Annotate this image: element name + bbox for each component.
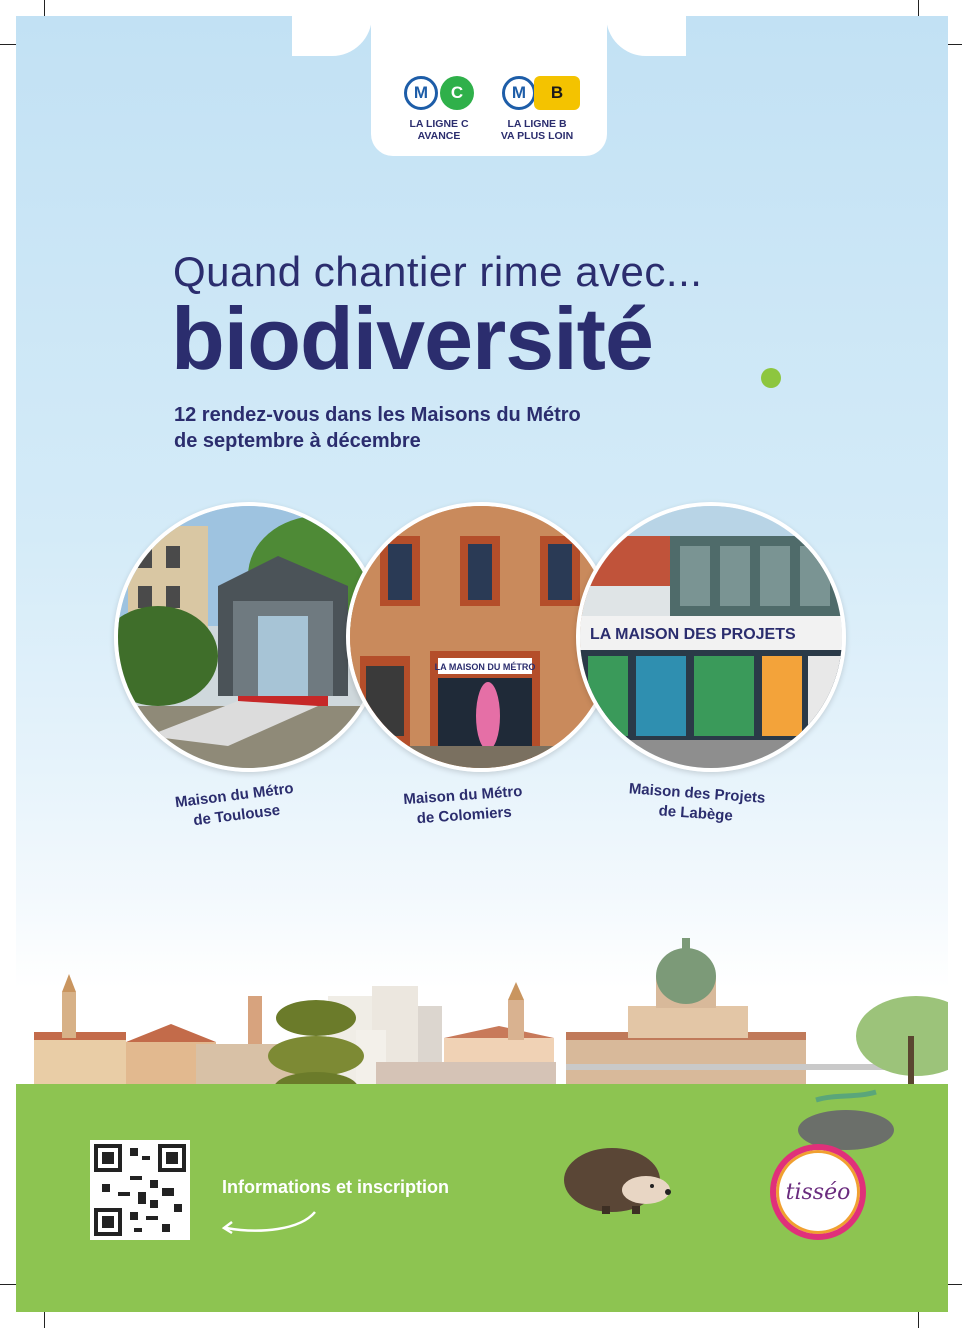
qr-code[interactable] — [90, 1140, 190, 1240]
caption-labege: Maison des Projets de Labège — [628, 780, 766, 825]
caption-colomiers: Maison du Métro de Colomiers — [402, 782, 523, 828]
building-illustration — [118, 506, 380, 768]
line-b-caption: LA LIGNE B VA PLUS LOIN — [500, 118, 574, 142]
headline-dot — [761, 368, 781, 388]
headline-line2: biodiversité — [171, 289, 653, 388]
lizard-rock-icon — [796, 1080, 896, 1150]
info-text[interactable]: Informations et inscription — [222, 1177, 450, 1197]
line-b-logo — [492, 76, 582, 142]
metro-m-icon: M — [404, 76, 438, 110]
poster — [16, 16, 948, 1312]
subtitle: 12 rendez-vous dans les Maisons du Métro de septembre à décembre — [174, 404, 581, 452]
sign-text: LA MAISON DU MÉTRO — [434, 662, 536, 672]
logo-tab-shoulder — [292, 16, 372, 56]
line-c-logo — [394, 76, 484, 142]
headline-line1: Quand chantier rime avec... — [173, 248, 703, 295]
caption-toulouse: Maison du Métro de Toulouse — [174, 779, 295, 830]
sign-text: LA MAISON DES PROJETS — [590, 626, 796, 643]
qr-code-icon — [94, 1144, 186, 1236]
tisseo-logo[interactable]: tisséo — [770, 1144, 866, 1240]
line-b-icon: B — [534, 76, 580, 110]
line-c-caption: LA LIGNE C AVANCE — [409, 118, 469, 142]
curved-arrow-icon — [220, 1208, 320, 1238]
city-skyline — [16, 866, 948, 1096]
photo-maison-toulouse — [114, 502, 384, 772]
building-illustration — [580, 506, 842, 768]
metro-m-icon: M — [502, 76, 536, 110]
photo-maison-labege — [576, 502, 846, 772]
logo-tab-shoulder — [606, 16, 686, 56]
hedgehog-icon — [562, 1136, 682, 1216]
building-illustration — [350, 506, 612, 768]
line-c-icon: C — [440, 76, 474, 110]
